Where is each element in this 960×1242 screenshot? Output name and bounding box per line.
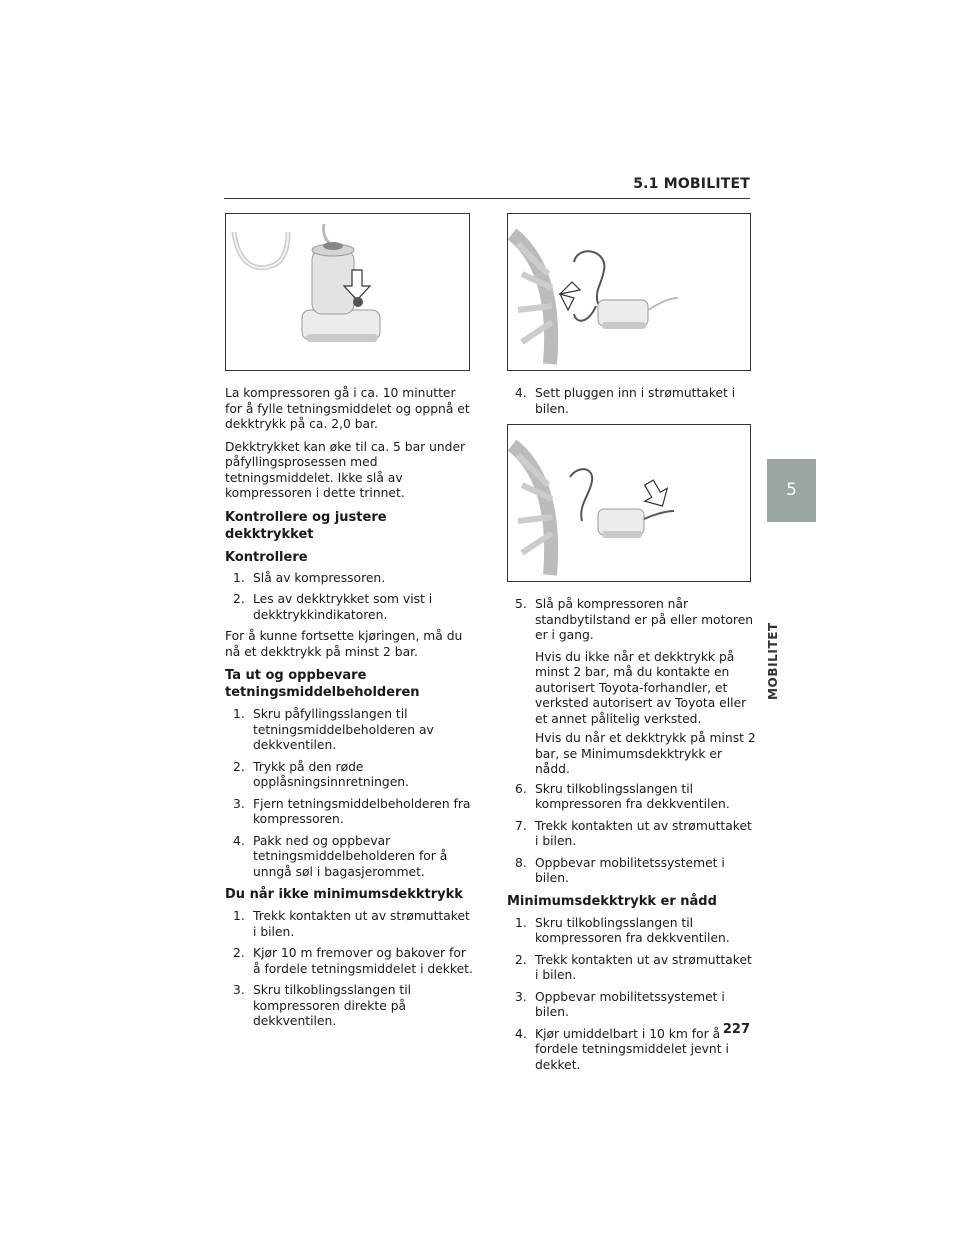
list-item: 6. Skru tilkoblingsslangen til kompressoren fra dekkventilen. xyxy=(515,781,730,811)
figure-tyre-hose xyxy=(507,213,751,371)
heading-remove-bottle: Ta ut og oppbevare tetningsmiddelbeholderen xyxy=(225,668,420,700)
list-item: 3. Fjern tetningsmiddelbeholderen fra kompressoren. xyxy=(233,796,471,826)
section-header xyxy=(224,176,750,199)
paragraph: For å kunne fortsette kjøringen, må du nå et dekktrykk på minst 2 bar. xyxy=(225,629,463,659)
remove-list xyxy=(225,707,475,880)
not-reached-list xyxy=(225,909,475,1030)
list-item: 8. Oppbevar mobilitetssystemet i bilen. xyxy=(515,855,725,885)
figure-compressor-switch xyxy=(507,424,751,582)
figure-compressor-bottle xyxy=(225,213,470,371)
compressor-bottle-illustration xyxy=(226,214,469,370)
list-item: 3. Oppbevar mobilitetssystemet i bilen. xyxy=(515,989,725,1019)
section-title: 5.1 MOBILITET xyxy=(633,176,750,192)
heading-check-adjust: Kontrollere og justere dekktrykket xyxy=(225,509,387,542)
paragraph: La kompressoren gå i ca. 10 minutter for å fylle tetningsmiddelet og oppnå et dekktrykk på ca. 2,0 bar. xyxy=(225,386,470,431)
reached-list xyxy=(507,916,757,1074)
right-column-lower xyxy=(507,597,757,1079)
list-item: 2. Les av dekktrykket som vist i dekktrykkindikatoren. xyxy=(233,592,433,622)
heading-reached: Minimumsdekktrykk er nådd xyxy=(507,893,717,909)
check-list xyxy=(225,571,475,624)
list-item: 1. Skru påfyllingsslangen til tetningsmiddelbeholderen av dekkventilen. xyxy=(233,707,434,752)
list-item: 2. Trykk på den røde opplåsningsinnretningen. xyxy=(233,759,409,789)
right-column xyxy=(507,386,757,423)
note-paragraph: Hvis du når et dekktrykk på minst 2 bar, se Minimumsdekktrykk er nådd. xyxy=(535,731,756,776)
list-item: 4. Pakk ned og oppbevar tetningsmiddelbeholderen for å unngå søl i bagasjerommet. xyxy=(233,833,448,879)
chapter-tab-number: 5 xyxy=(786,480,797,500)
list-item: 3. Skru tilkoblingsslangen til kompressoren direkte på dekkventilen. xyxy=(233,983,412,1028)
page-number: 227 xyxy=(722,1022,750,1037)
list-item: 1. Trekk kontakten ut av strømuttaket i bilen. xyxy=(233,909,470,939)
chapter-tab[interactable] xyxy=(767,459,816,522)
note-paragraph: Hvis du ikke når et dekktrykk på minst 2 bar, må du kontakte en autorisert Toyota-forhandler, et verksted autorisert av Toyota eller et annet pålitelig verksted. xyxy=(535,649,747,726)
left-column xyxy=(225,386,475,1036)
chapter-side-label: MOBILITET xyxy=(766,622,780,700)
heading-check: Kontrollere xyxy=(225,549,308,565)
list-item: 7. Trekk kontakten ut av strømuttaket i bilen. xyxy=(515,818,752,848)
list-item: 4. Kjør umiddelbart i 10 km for å fordele tetningsmiddelet jevnt i dekket. xyxy=(515,1026,729,1072)
continue-list xyxy=(507,782,757,887)
tyre-hose-illustration xyxy=(508,214,750,370)
list-item: 1. Skru tilkoblingsslangen til kompressoren fra dekkventilen. xyxy=(515,915,730,945)
list-item: 1. Slå av kompressoren. xyxy=(233,570,386,585)
heading-not-reached: Du når ikke minimumsdekktrykk xyxy=(225,887,463,902)
list-item: 2. Kjør 10 m fremover og bakover for å fordele tetningsmiddelet i dekket. xyxy=(233,946,473,976)
list-item: 4. Sett pluggen inn i strømuttaket i bilen. xyxy=(515,386,736,416)
compressor-switch-illustration xyxy=(508,425,750,581)
paragraph: Dekktrykket kan øke til ca. 5 bar under påfyllingsprosessen med tetningsmiddelet. Ikke slå av kompressoren i dette trinnet. xyxy=(225,439,466,500)
list-item: 2. Trekk kontakten ut av strømuttaket i bilen. xyxy=(515,952,752,982)
list-item: 5. Slå på kompressoren når standbytilstand er på eller motoren er i gang. xyxy=(515,597,754,642)
